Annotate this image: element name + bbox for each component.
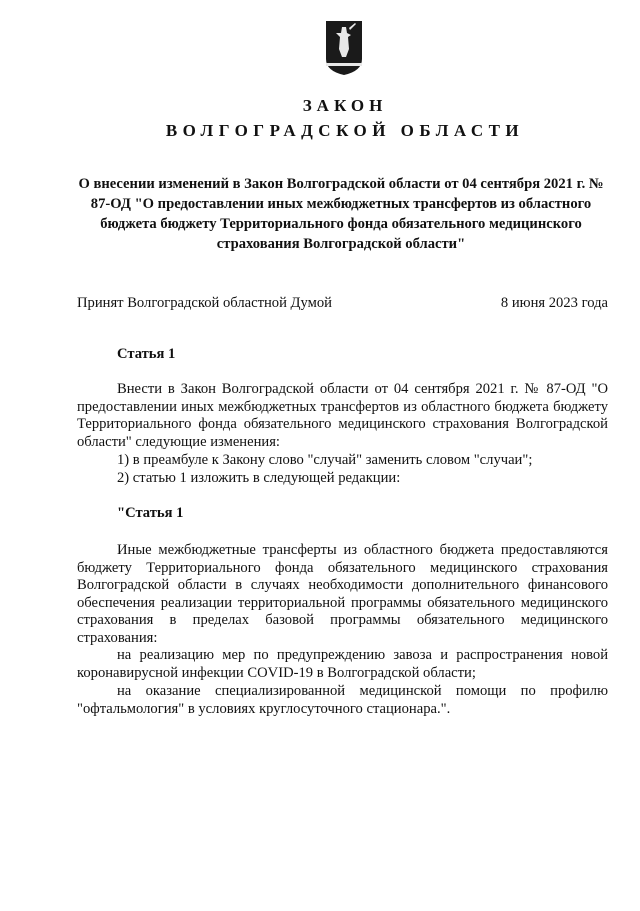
amendment-item-1: 1) в преамбуле к Закону слово "случай" заменить словом "случаи"; [117,452,533,468]
case-1-paragraph [77,647,608,682]
case-1-text: на реализацию мер по предупреждению завоза и распространения новой коронавирусной инфекции COVID-19 в Волгоградской области; [77,647,608,681]
law-subtitle: О внесении изменений в Закон Волгоградской области от 04 сентября 2021 г. № 87-ОД "О предоставлении иных межбюджетных трансфертов из областного бюджета бюджету Территориального фонда обязательного медицинского страхования Волгоградской области" [78,176,604,252]
new-article-body-text: Иные межбюджетные трансферты из областного бюджета предоставляются бюджету Территориального фонда обязательного медицинского страхования Волгоградской области в случаях необходимости дополнительного финансового обеспечения реализации территориальной программы обязательного медицинского страхования в пределах базовой программы обязательного медицинского страхования: [77,542,608,646]
article-1-intro-text: Внести в Закон Волгоградской области от 04 сентября 2021 г. № 87-ОД "О предоставлении иных межбюджетных трансфертов из областного бюджета бюджету Территориального фонда обязательного медицинского страхования Волгоградской области" следующие изменения: [77,381,608,450]
new-article-heading: "Статья 1 [117,505,184,521]
new-article-body-paragraph [77,542,608,647]
coat-of-arms-icon [324,19,364,77]
amendment-item-2: 2) статью 1 изложить в следующей редакции: [117,470,401,486]
adopted-by: Принят Волгоградской областной Думой [77,295,332,311]
adoption-date: 8 июня 2023 года [500,295,608,311]
article-1-intro-paragraph [77,381,608,451]
case-2-text: на оказание специализированной медицинской помощи по профилю "офтальмология" в условиях круглосуточного стационара.". [77,683,608,717]
law-title: ЗАКОН [302,96,388,115]
case-2-paragraph [77,683,608,718]
article-1-heading: Статья 1 [117,346,176,362]
law-region-title: ВОЛГОГРАДСКОЙ ОБЛАСТИ [165,121,525,140]
